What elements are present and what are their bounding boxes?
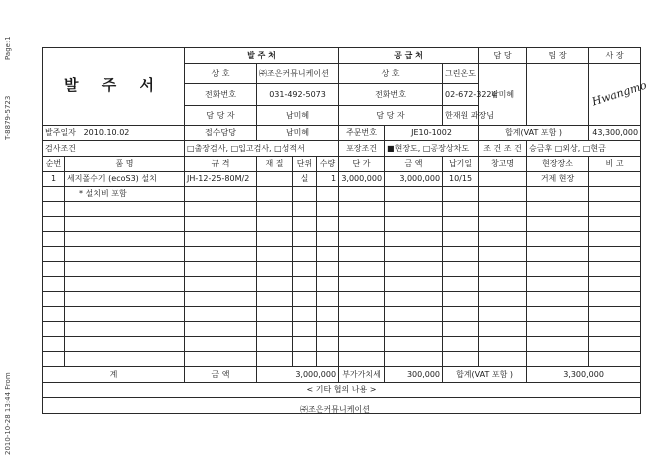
supplier-person: 한재원 과장님 — [443, 106, 479, 126]
item-material — [257, 172, 293, 187]
orderer-header: 발 주 처 — [185, 48, 339, 64]
item-site: 거제 현장 — [527, 172, 589, 187]
packing-label: 포장조건 — [339, 141, 385, 157]
empty-row — [43, 247, 641, 262]
orderer-phone-label: 전화번호 — [185, 84, 257, 106]
table-row — [43, 172, 641, 187]
empty-row — [43, 307, 641, 322]
col-material: 재 질 — [257, 157, 293, 172]
item-warehouse — [479, 187, 527, 202]
orderer-person: 남미혜 — [257, 106, 339, 126]
order-manager: 남미혜 — [257, 126, 339, 141]
item-note — [589, 172, 641, 187]
supplier-person-label: 담 당 자 — [339, 106, 443, 126]
payment-label: 조 건 조 건 — [479, 141, 527, 157]
empty-row — [43, 217, 641, 232]
orderer-phone: 031-492-5073 — [257, 84, 339, 106]
sum-amount: 3,000,000 — [257, 367, 339, 383]
grand-total-label: 합계(VAT 포함 ) — [443, 367, 527, 383]
approval-team-lead-sign — [527, 64, 589, 126]
fax-timestamp: 2010-10-28 13:44 From — [4, 372, 12, 455]
grand-total: 3,300,000 — [527, 367, 641, 383]
item-unit: 실 — [293, 172, 317, 187]
order-no-label: 주문번호 — [339, 126, 385, 141]
remarks-header: < 기타 협의 나용 > — [43, 383, 641, 398]
item-price: 3,000,000 — [339, 172, 385, 187]
orderer-company-label: 상 호 — [185, 64, 257, 84]
item-no: 1 — [43, 172, 65, 187]
summary-row — [43, 367, 641, 383]
approval-label-handler: 담 당 — [479, 48, 527, 64]
item-spec — [185, 187, 257, 202]
supplier-header: 공 급 처 — [339, 48, 479, 64]
empty-row — [43, 352, 641, 367]
item-price — [339, 187, 385, 202]
empty-row — [43, 232, 641, 247]
fax-page-label: Page:1 — [4, 36, 12, 60]
empty-row — [43, 262, 641, 277]
col-no: 순번 — [43, 157, 65, 172]
sum-amount-label: 금 액 — [185, 367, 257, 383]
supplier-phone-label: 전화번호 — [339, 84, 443, 106]
item-qty — [317, 187, 339, 202]
signature: Hwangmo — [590, 78, 649, 109]
fax-transmission-id: T-8879-5723 — [4, 95, 12, 140]
item-site — [527, 187, 589, 202]
col-price: 단 가 — [339, 157, 385, 172]
info-total-label: 합계(VAT 포함 ) — [479, 126, 589, 141]
item-due — [443, 187, 479, 202]
col-qty: 수량 — [317, 157, 339, 172]
col-due: 납기일 — [443, 157, 479, 172]
order-no: JE10-1002 — [385, 126, 479, 141]
item-warehouse — [479, 172, 527, 187]
empty-row — [43, 337, 641, 352]
col-note: 비 고 — [589, 157, 641, 172]
vat-label: 부가가치세 — [339, 367, 385, 383]
col-site: 현장장소 — [527, 157, 589, 172]
empty-row — [43, 292, 641, 307]
items-header-row — [43, 157, 641, 172]
vat-amount: 300,000 — [385, 367, 443, 383]
order-date-label: 발주일자 — [45, 128, 76, 137]
item-qty: 1 — [317, 172, 339, 187]
item-due: 10/15 — [443, 172, 479, 187]
item-amount — [385, 187, 443, 202]
approval-handler-name: 남미혜 — [479, 64, 527, 126]
document-title-cell — [43, 48, 185, 126]
supplier-company-label: 상 호 — [339, 64, 443, 84]
item-no — [43, 187, 65, 202]
orderer-company: ㈜조은커뮤니케이션 — [257, 64, 339, 84]
document-title: 발 주 서 — [64, 76, 163, 94]
order-date-cell — [43, 126, 185, 141]
payment-value: 승금후 □외상, □현금 — [527, 141, 641, 157]
order-manager-label: 접수담당 — [185, 126, 257, 141]
inspection-cell — [43, 141, 185, 157]
empty-row — [43, 277, 641, 292]
item-name: * 설치비 포함 — [65, 187, 185, 202]
col-unit: 단위 — [293, 157, 317, 172]
item-note — [589, 187, 641, 202]
inspection-value: □출장검사, □입고검사, □성적서 — [185, 141, 339, 157]
item-amount: 3,000,000 — [385, 172, 443, 187]
col-name: 품 명 — [65, 157, 185, 172]
inspection-label: 검사조건 — [45, 143, 76, 153]
item-material — [257, 187, 293, 202]
supplier-phone: 02-672-3224 — [443, 84, 479, 106]
col-warehouse: 창고명 — [479, 157, 527, 172]
col-spec: 규 격 — [185, 157, 257, 172]
item-unit — [293, 187, 317, 202]
item-name: 세지폴수기 (ecoS3) 설치 — [65, 172, 185, 187]
sum-label: 계 — [43, 367, 185, 383]
purchase-order-form — [42, 47, 649, 414]
empty-row — [43, 322, 641, 337]
approval-label-team-lead: 팀 장 — [527, 48, 589, 64]
order-date: 2010.10.02 — [83, 128, 130, 137]
supplier-company: 그린온도 — [443, 64, 479, 84]
table-row — [43, 187, 641, 202]
packing-value: ■현장도, □공장상차도 — [385, 141, 479, 157]
empty-row — [43, 202, 641, 217]
info-total: 43,300,000 — [589, 126, 641, 141]
footer-company: ㈜조은커뮤니케이션 — [300, 405, 370, 414]
approval-ceo-sign — [589, 64, 649, 126]
col-amount: 금 액 — [385, 157, 443, 172]
item-spec: JH-12-25-80M/2 — [185, 172, 257, 187]
orderer-person-label: 담 당 자 — [185, 106, 257, 126]
approval-label-ceo: 사 장 — [589, 48, 641, 64]
